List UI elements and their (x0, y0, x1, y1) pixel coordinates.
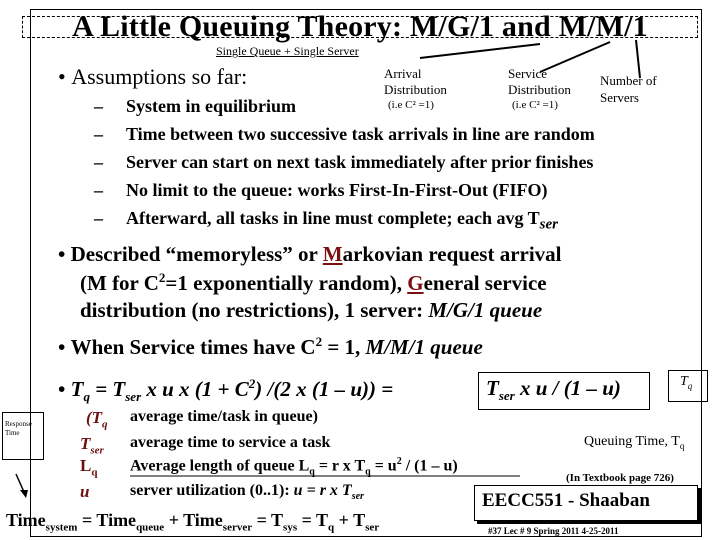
footer: #37 Lec # 9 Spring 2011 4-25-2011 (488, 526, 619, 536)
servers-label-2: Servers (600, 90, 639, 105)
tq-label: $T_q$ (680, 374, 693, 391)
course-label: EECC551 - Shaaban (482, 490, 650, 511)
def-desc-lq: Average length of queue $L_q = r$ x $T_q = u^2 / (1 - u)$ (130, 456, 458, 478)
def-desc-tq: average time/task in queue) (130, 408, 318, 425)
arrival-label: Arrival (384, 66, 422, 81)
arrival-c2-note: (i.e C² =1) (388, 99, 434, 111)
def-symbol-tser: $T_{ser}$ (80, 434, 104, 457)
assumption-item: – No limit to the queue: works First-In-First-Out (FIFO) (94, 180, 548, 200)
time-system-formula: Time$_{system}$ = Time$_{queue}$ + Time$_{server}$ = $T_{sys} = T_q + T_{ser}$ (6, 510, 380, 534)
assumption-item: – Time between two successive task arrivals in line are random (94, 124, 595, 144)
servers-label: Number of (600, 73, 657, 88)
queuing-time-label: Queuing Time, $T_q$ (584, 434, 685, 451)
service-c2-note: (i.e C² =1) (512, 99, 558, 111)
mm1-formula: $T_{ser}$ x u / (1 – u) (486, 376, 621, 404)
slide-subtitle: Single Queue + Single Server (216, 44, 359, 58)
assumptions-heading: • Assumptions so far: (58, 64, 248, 89)
arrival-distribution-label: Distribution (384, 82, 447, 97)
def-symbol-lq: $L_q$ (80, 456, 98, 479)
service-distribution-label: Distribution (508, 82, 571, 97)
assumption-item: – Server can start on next task immediately after prior finishes (94, 152, 594, 172)
response-time-label: Response Time (5, 420, 32, 437)
def-symbol-tq: ($T_q$ (86, 408, 108, 431)
slide-title: A Little Queuing Theory: M/G/1 and M/M/1 (72, 10, 648, 43)
service-label: Service (508, 66, 547, 81)
textbook-note: (In Textbook page 726) (566, 472, 674, 484)
mm1-bullet: • When Service times have $C^2 = 1$, M/M/1 queue (58, 334, 483, 359)
def-symbol-u: u (80, 482, 90, 501)
memoryless-line-1: • Described “memoryless” or Markovian request arrival (58, 242, 562, 266)
assumption-item: – Afterward, all tasks in line must complete; each avg $T_{ser}$ (94, 208, 558, 233)
def-desc-u: server utilization (0..1): u = r x $T_{ser}$ (130, 482, 364, 503)
assumption-item: – System in equilibrium (94, 96, 297, 116)
memoryless-line-3: distribution (no restrictions), 1 server: M/G/1 queue (80, 298, 543, 322)
queue-formula: • $T_q = T_{ser}$ x u x $(1 + C^2)$ /(2 x (1 – u)) = (58, 376, 394, 405)
def-desc-tser: average time to service a task (130, 434, 331, 451)
memoryless-line-2: (M for $C^2=1$ exponentially random), General service (80, 270, 547, 295)
